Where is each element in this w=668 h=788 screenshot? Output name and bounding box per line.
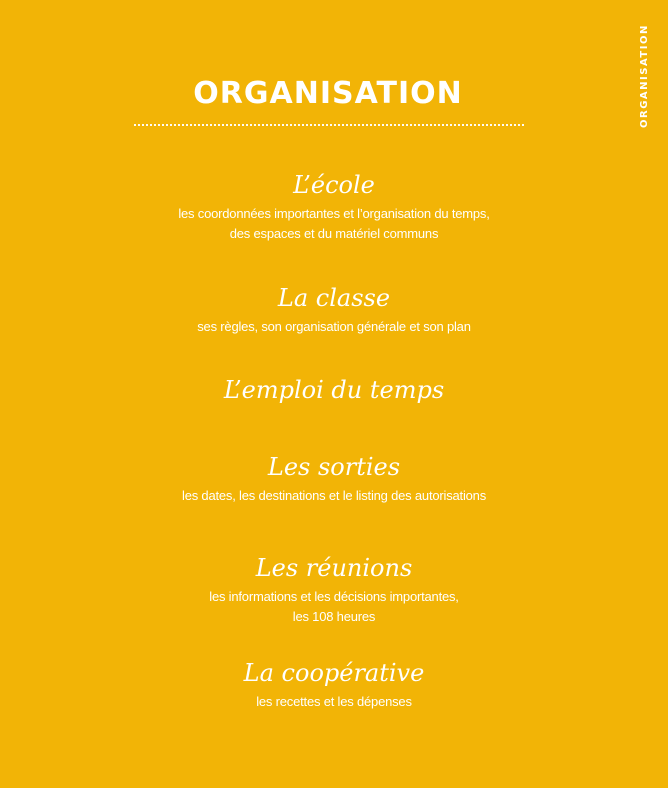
section-description	[0, 486, 668, 506]
section-ecole	[0, 170, 668, 244]
description-line: les 108 heures	[292, 609, 376, 624]
section-heading: Les sorties	[267, 453, 401, 481]
description-line: les informations et les décisions importantes,	[209, 589, 459, 604]
description-line: des espaces et du matériel communs	[229, 226, 439, 241]
side-tab-label: ORGANISATION	[639, 24, 650, 128]
section-emploi-du-temps	[0, 375, 668, 405]
section-reunions	[0, 553, 668, 627]
section-heading: La classe	[277, 284, 391, 312]
section-heading: L’école	[293, 171, 375, 199]
description-line: les recettes et les dépenses	[256, 694, 412, 709]
description-line: les coordonnées importantes et l’organisation du temps,	[178, 206, 490, 221]
page-title: ORGANISATION	[193, 76, 463, 111]
section-heading: La coopérative	[243, 659, 425, 687]
section-heading: Les réunions	[255, 554, 413, 582]
description-line: ses règles, son organisation générale et son plan	[197, 319, 471, 334]
section-description	[0, 204, 668, 244]
section-description	[0, 587, 668, 627]
description-line: les dates, les destinations et le listing des autorisations	[182, 488, 486, 503]
section-sorties	[0, 452, 668, 506]
section-heading: L’emploi du temps	[223, 376, 445, 404]
section-classe	[0, 283, 668, 337]
section-cooperative	[0, 658, 668, 712]
dotted-divider	[134, 124, 524, 126]
section-description	[0, 317, 668, 337]
section-description	[0, 692, 668, 712]
